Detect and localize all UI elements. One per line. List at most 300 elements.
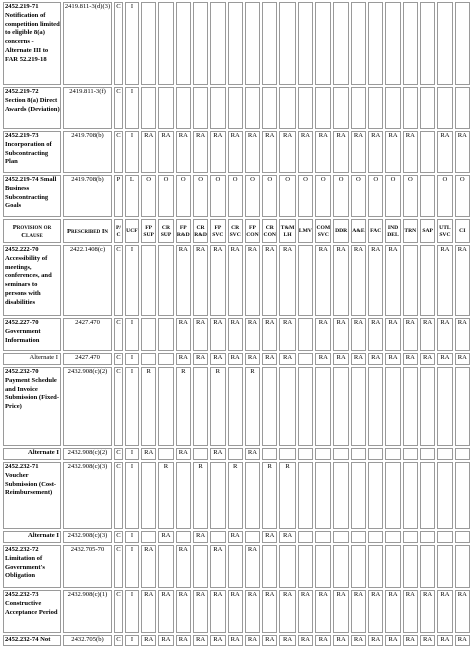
matrix-cell: RA — [228, 318, 243, 351]
matrix-cell — [193, 448, 208, 460]
matrix-cell — [437, 367, 452, 446]
matrix-cell: RA — [210, 545, 225, 588]
clause-row — [3, 462, 470, 529]
header-column: UTL SVC — [437, 219, 452, 243]
matrix-cell — [245, 2, 260, 85]
matrix-cell — [385, 367, 400, 446]
matrix-cell: O — [279, 175, 295, 217]
matrix-cell — [279, 448, 295, 460]
matrix-cell — [176, 462, 191, 529]
clause-row — [3, 367, 470, 446]
matrix-cell — [298, 545, 313, 588]
prescribed-in: 2432.908(c)(1) — [63, 590, 112, 633]
header-column: CR SUP — [158, 219, 173, 243]
matrix-cell: RA — [193, 131, 208, 173]
clause-row — [3, 545, 470, 588]
matrix-cell — [455, 531, 470, 543]
matrix-cell: RA — [279, 131, 295, 173]
matrix-cell: C — [114, 635, 123, 646]
matrix-cell: RA — [193, 531, 208, 543]
matrix-cell: R — [262, 462, 277, 529]
matrix-cell: RA — [245, 318, 260, 351]
matrix-cell — [298, 87, 313, 129]
matrix-cell: O — [262, 175, 277, 217]
matrix-cell — [315, 462, 331, 529]
matrix-cell: RA — [298, 635, 313, 646]
matrix-cell: RA — [368, 635, 383, 646]
matrix-cell: RA — [420, 353, 435, 365]
matrix-cell — [385, 448, 400, 460]
clause-title: 2452.219-71 Notification of competition limited to eligible 8(a) concerns - Alternate III to FAR 52.219-18 — [3, 2, 61, 85]
matrix-cell — [176, 87, 191, 129]
header-prescribed: Prescribed In — [63, 219, 112, 243]
matrix-cell: RA — [385, 590, 400, 633]
matrix-cell: C — [114, 87, 123, 129]
matrix-cell: R — [245, 367, 260, 446]
prescribed-in: 2419.708(b) — [63, 175, 112, 217]
matrix-cell: RA — [210, 590, 225, 633]
matrix-cell: RA — [420, 635, 435, 646]
matrix-cell: RA — [298, 590, 313, 633]
clause-title: 2452.219-74 Small Business Subcontracting Goals — [3, 175, 61, 217]
matrix-cell: RA — [333, 131, 348, 173]
clause-matrix-body — [3, 2, 470, 646]
matrix-cell — [368, 87, 383, 129]
matrix-cell — [176, 531, 191, 543]
matrix-cell — [158, 2, 173, 85]
matrix-cell — [245, 87, 260, 129]
matrix-cell — [315, 367, 331, 446]
matrix-cell: R — [279, 462, 295, 529]
matrix-cell: RA — [455, 353, 470, 365]
matrix-cell: RA — [228, 590, 243, 633]
matrix-cell: RA — [210, 245, 225, 316]
matrix-cell — [351, 448, 366, 460]
matrix-cell — [245, 462, 260, 529]
clause-title: 2452.222-70 Accessibility of meetings, conferences, and seminars to persons with disabilities — [3, 245, 61, 316]
matrix-cell — [368, 531, 383, 543]
clause-title: 2452.219-73 Incorporation of Subcontracting Plan — [3, 131, 61, 173]
matrix-cell — [315, 448, 331, 460]
matrix-cell — [437, 87, 452, 129]
matrix-cell: I — [125, 531, 139, 543]
matrix-cell: RA — [141, 131, 156, 173]
matrix-cell — [228, 545, 243, 588]
matrix-cell: RA — [351, 131, 366, 173]
matrix-cell: O — [403, 175, 418, 217]
matrix-cell — [403, 462, 418, 529]
header-column: P/ C — [114, 219, 123, 243]
matrix-cell — [420, 175, 435, 217]
matrix-cell: C — [114, 462, 123, 529]
header-column: A&E — [351, 219, 366, 243]
header-column: IND DEL — [385, 219, 400, 243]
matrix-cell: R — [228, 462, 243, 529]
matrix-cell — [333, 2, 348, 85]
matrix-cell — [420, 245, 435, 316]
matrix-cell: O — [228, 175, 243, 217]
matrix-cell: RA — [368, 318, 383, 351]
matrix-cell: I — [125, 245, 139, 316]
matrix-cell: RA — [455, 635, 470, 646]
matrix-cell: RA — [210, 448, 225, 460]
matrix-cell — [158, 448, 173, 460]
matrix-cell: I — [125, 353, 139, 365]
matrix-cell: RA — [141, 635, 156, 646]
matrix-cell: RA — [262, 353, 277, 365]
matrix-cell: RA — [403, 353, 418, 365]
matrix-cell: I — [125, 2, 139, 85]
matrix-cell: I — [125, 318, 139, 351]
matrix-cell: RA — [141, 590, 156, 633]
matrix-cell — [368, 462, 383, 529]
prescribed-in: 2419.811-3(d)(3) — [63, 2, 112, 85]
matrix-cell: O — [158, 175, 173, 217]
matrix-cell: RA — [262, 635, 277, 646]
matrix-cell: RA — [437, 245, 452, 316]
matrix-cell: O — [385, 175, 400, 217]
matrix-cell: RA — [193, 318, 208, 351]
matrix-cell: RA — [437, 131, 452, 173]
matrix-cell: O — [298, 175, 313, 217]
matrix-cell: RA — [351, 318, 366, 351]
matrix-cell: RA — [262, 131, 277, 173]
matrix-cell — [141, 462, 156, 529]
prescribed-in: 2432.908(c)(2) — [63, 448, 112, 460]
matrix-cell: RA — [141, 545, 156, 588]
clause-title: 2452.232-70 Payment Schedule and Invoice Submission (Fixed-Price) — [3, 367, 61, 446]
matrix-cell: R — [210, 367, 225, 446]
header-column: COM SVC — [315, 219, 331, 243]
matrix-cell: C — [114, 131, 123, 173]
matrix-cell: I — [125, 87, 139, 129]
matrix-cell — [193, 367, 208, 446]
prescribed-in: 2432.705-70 — [63, 545, 112, 588]
matrix-cell — [351, 2, 366, 85]
matrix-cell: RA — [228, 245, 243, 316]
matrix-cell: I — [125, 448, 139, 460]
matrix-cell: RA — [176, 545, 191, 588]
matrix-cell — [228, 367, 243, 446]
matrix-cell — [298, 245, 313, 316]
matrix-cell: O — [368, 175, 383, 217]
matrix-cell: RA — [315, 353, 331, 365]
matrix-cell: RA — [210, 318, 225, 351]
matrix-cell — [141, 245, 156, 316]
matrix-cell — [455, 462, 470, 529]
matrix-cell: RA — [245, 448, 260, 460]
matrix-cell — [262, 87, 277, 129]
matrix-cell: RA — [437, 635, 452, 646]
matrix-cell — [437, 2, 452, 85]
matrix-cell — [368, 545, 383, 588]
matrix-cell: RA — [158, 590, 173, 633]
matrix-cell — [141, 87, 156, 129]
matrix-cell — [403, 531, 418, 543]
prescribed-in: 2422.1408(c) — [63, 245, 112, 316]
prescribed-in: 2427.470 — [63, 318, 112, 351]
prescribed-in: 2432.705(b) — [63, 635, 112, 646]
matrix-cell: O — [176, 175, 191, 217]
matrix-cell: RA — [262, 590, 277, 633]
header-column: CR SVC — [228, 219, 243, 243]
matrix-cell: RA — [298, 131, 313, 173]
clause-matrix-table — [1, 0, 472, 648]
matrix-cell: R — [158, 462, 173, 529]
clause-title: 2452.232-71 Voucher Submission (Cost-Reimbursement) — [3, 462, 61, 529]
matrix-cell: RA — [420, 590, 435, 633]
matrix-cell: RA — [158, 131, 173, 173]
matrix-cell: RA — [193, 353, 208, 365]
matrix-cell: RA — [193, 590, 208, 633]
clause-title: 2452.232-73 Constructive Acceptance Period — [3, 590, 61, 633]
matrix-cell: O — [455, 175, 470, 217]
header-column: FP SUP — [141, 219, 156, 243]
matrix-cell: RA — [403, 318, 418, 351]
matrix-cell: RA — [315, 318, 331, 351]
matrix-cell: RA — [193, 635, 208, 646]
matrix-cell — [455, 545, 470, 588]
matrix-cell — [298, 353, 313, 365]
matrix-cell — [455, 367, 470, 446]
matrix-cell: RA — [351, 353, 366, 365]
matrix-cell: RA — [455, 131, 470, 173]
matrix-cell: RA — [315, 590, 331, 633]
matrix-cell: RA — [245, 635, 260, 646]
matrix-cell — [385, 545, 400, 588]
matrix-cell: RA — [279, 353, 295, 365]
matrix-cell — [351, 87, 366, 129]
matrix-cell: RA — [315, 131, 331, 173]
matrix-cell — [385, 462, 400, 529]
matrix-cell: L — [125, 175, 139, 217]
matrix-cell — [333, 87, 348, 129]
matrix-cell: RA — [333, 635, 348, 646]
matrix-cell — [193, 545, 208, 588]
matrix-cell: RA — [368, 590, 383, 633]
matrix-cell — [420, 462, 435, 529]
matrix-cell: O — [141, 175, 156, 217]
matrix-cell — [455, 448, 470, 460]
matrix-cell — [420, 545, 435, 588]
header-column: FAC — [368, 219, 383, 243]
matrix-cell: RA — [262, 318, 277, 351]
matrix-cell — [176, 2, 191, 85]
matrix-cell: RA — [176, 590, 191, 633]
matrix-cell — [298, 318, 313, 351]
matrix-cell — [420, 448, 435, 460]
matrix-cell — [315, 2, 331, 85]
matrix-cell — [333, 545, 348, 588]
matrix-cell: C — [114, 590, 123, 633]
clause-title: Alternate I — [3, 353, 61, 365]
matrix-cell: C — [114, 245, 123, 316]
matrix-cell — [210, 87, 225, 129]
matrix-cell: RA — [333, 245, 348, 316]
matrix-cell: I — [125, 462, 139, 529]
matrix-cell — [193, 87, 208, 129]
matrix-cell — [279, 545, 295, 588]
clause-row — [3, 2, 470, 85]
matrix-cell: RA — [437, 590, 452, 633]
matrix-cell: RA — [333, 318, 348, 351]
header-column: CI — [455, 219, 470, 243]
matrix-cell — [351, 367, 366, 446]
matrix-cell — [141, 2, 156, 85]
prescribed-in: 2427.470 — [63, 353, 112, 365]
matrix-cell — [193, 2, 208, 85]
matrix-cell — [279, 367, 295, 446]
matrix-cell: RA — [351, 590, 366, 633]
matrix-cell: C — [114, 545, 123, 588]
clause-row — [3, 318, 470, 351]
header-row — [3, 219, 470, 243]
header-column: CR CON — [262, 219, 277, 243]
matrix-cell: RA — [315, 635, 331, 646]
matrix-cell — [437, 545, 452, 588]
matrix-cell — [298, 531, 313, 543]
matrix-cell: RA — [403, 635, 418, 646]
matrix-cell: O — [210, 175, 225, 217]
matrix-cell: RA — [210, 131, 225, 173]
matrix-cell: RA — [279, 531, 295, 543]
matrix-cell — [385, 2, 400, 85]
matrix-cell — [158, 367, 173, 446]
matrix-cell: RA — [141, 448, 156, 460]
matrix-cell: RA — [385, 245, 400, 316]
matrix-cell — [333, 448, 348, 460]
matrix-cell: RA — [403, 131, 418, 173]
matrix-cell: O — [351, 175, 366, 217]
matrix-cell: RA — [455, 245, 470, 316]
clause-row — [3, 245, 470, 316]
clause-title: 2452.219-72 Section 8(a) Direct Awards (Deviation) — [3, 87, 61, 129]
matrix-cell: O — [193, 175, 208, 217]
header-column: TRN — [403, 219, 418, 243]
prescribed-in: 2419.811-3(f) — [63, 87, 112, 129]
alternate-row — [3, 448, 470, 460]
matrix-cell — [262, 367, 277, 446]
matrix-cell: O — [437, 175, 452, 217]
matrix-cell — [315, 531, 331, 543]
clause-title: Alternate I — [3, 531, 61, 543]
matrix-cell: RA — [210, 353, 225, 365]
matrix-cell — [420, 367, 435, 446]
clause-row — [3, 590, 470, 633]
matrix-cell: O — [315, 175, 331, 217]
matrix-cell — [437, 448, 452, 460]
matrix-cell: I — [125, 367, 139, 446]
matrix-cell — [420, 131, 435, 173]
matrix-cell — [158, 545, 173, 588]
clause-title: Alternate I — [3, 448, 61, 460]
matrix-cell — [210, 531, 225, 543]
matrix-cell: RA — [228, 131, 243, 173]
matrix-cell — [315, 87, 331, 129]
matrix-cell: C — [114, 367, 123, 446]
matrix-cell: RA — [437, 353, 452, 365]
matrix-cell: RA — [210, 635, 225, 646]
matrix-cell — [262, 2, 277, 85]
matrix-cell — [351, 545, 366, 588]
matrix-cell: RA — [279, 590, 295, 633]
matrix-cell — [279, 87, 295, 129]
matrix-cell: RA — [176, 353, 191, 365]
matrix-cell — [403, 245, 418, 316]
matrix-cell — [333, 531, 348, 543]
matrix-cell: RA — [176, 318, 191, 351]
matrix-cell: I — [125, 590, 139, 633]
matrix-cell: C — [114, 448, 123, 460]
clause-title: 2452.232-74 Not — [3, 635, 61, 646]
matrix-cell — [158, 87, 173, 129]
matrix-cell — [385, 531, 400, 543]
matrix-cell — [455, 87, 470, 129]
clause-title: 2452.227-70 Government Information — [3, 318, 61, 351]
matrix-cell — [210, 462, 225, 529]
header-column: FP R&D — [176, 219, 191, 243]
matrix-cell: RA — [385, 318, 400, 351]
matrix-cell: RA — [228, 531, 243, 543]
prescribed-in: 2419.708(b) — [63, 131, 112, 173]
matrix-cell: RA — [279, 635, 295, 646]
matrix-cell: R — [176, 367, 191, 446]
matrix-cell — [420, 531, 435, 543]
matrix-cell: RA — [333, 590, 348, 633]
matrix-cell: RA — [228, 635, 243, 646]
alternate-row — [3, 353, 470, 365]
matrix-cell: RA — [245, 245, 260, 316]
matrix-cell — [403, 545, 418, 588]
matrix-cell — [158, 318, 173, 351]
matrix-cell — [368, 448, 383, 460]
matrix-cell: RA — [176, 635, 191, 646]
matrix-cell: RA — [279, 245, 295, 316]
header-column: CR R&D — [193, 219, 208, 243]
matrix-cell: O — [333, 175, 348, 217]
matrix-cell — [141, 318, 156, 351]
matrix-cell: RA — [368, 131, 383, 173]
matrix-cell — [158, 245, 173, 316]
matrix-cell — [420, 2, 435, 85]
matrix-cell: RA — [385, 635, 400, 646]
header-column: SAP — [420, 219, 435, 243]
header-column: LMV — [298, 219, 313, 243]
header-column: UCF — [125, 219, 139, 243]
matrix-cell: R — [141, 367, 156, 446]
matrix-cell: RA — [455, 318, 470, 351]
matrix-cell: RA — [176, 245, 191, 316]
matrix-cell — [437, 462, 452, 529]
matrix-cell — [228, 87, 243, 129]
matrix-cell: RA — [385, 353, 400, 365]
clause-title: 2452.232-72 Limitation of Government's Obligation — [3, 545, 61, 588]
matrix-cell: C — [114, 531, 123, 543]
matrix-cell — [141, 353, 156, 365]
matrix-cell: RA — [315, 245, 331, 316]
matrix-cell: RA — [193, 245, 208, 316]
matrix-cell: I — [125, 635, 139, 646]
matrix-cell — [437, 531, 452, 543]
matrix-cell: RA — [245, 353, 260, 365]
matrix-cell: RA — [158, 635, 173, 646]
matrix-cell: RA — [368, 245, 383, 316]
matrix-cell — [368, 2, 383, 85]
matrix-cell — [262, 448, 277, 460]
matrix-cell — [158, 353, 173, 365]
matrix-cell: RA — [403, 590, 418, 633]
matrix-cell: RA — [245, 545, 260, 588]
